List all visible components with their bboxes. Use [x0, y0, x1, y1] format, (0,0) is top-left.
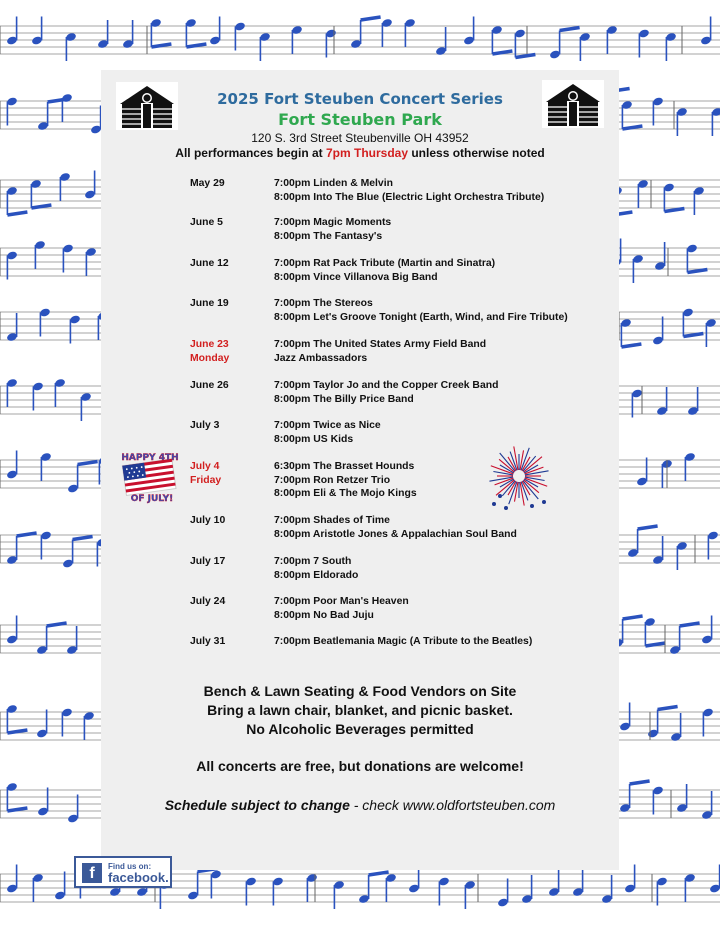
performer-list — [274, 635, 532, 649]
performer-list — [274, 514, 517, 541]
start-time-note — [101, 146, 619, 160]
date-label: June 12 — [190, 258, 229, 269]
fort-logo-right — [542, 80, 604, 128]
venue-name: Fort Steuben Park — [278, 110, 442, 129]
performer-line: 8:00pm The Fantasy's — [274, 230, 383, 242]
fourth-of-july-badge — [112, 448, 188, 504]
fireworks-graphic — [486, 446, 552, 512]
series-title: 2025 Fort Steuben Concert Series — [217, 90, 503, 108]
performer-line: 8:00pm No Bad Juju — [274, 609, 374, 621]
concert-date — [190, 555, 270, 569]
date-label: July 4 — [190, 461, 220, 472]
performer-list — [274, 460, 417, 501]
performer-list — [274, 595, 409, 622]
facebook-icon: f — [82, 863, 102, 883]
facebook-link[interactable] — [74, 856, 172, 888]
date-label: June 23 — [190, 339, 229, 350]
performer-line: Jazz Ambassadors — [274, 352, 368, 364]
performer-line: 7:00pm Beatlemania Magic (A Tribute to the Beatles) — [274, 636, 533, 647]
weekday-label: Friday — [190, 474, 222, 486]
date-label: July 24 — [190, 596, 226, 607]
svg-text:HAPPY 4TH: HAPPY 4TH — [121, 453, 179, 463]
svg-text:OF JULY!: OF JULY! — [130, 494, 174, 504]
concert-date — [190, 177, 270, 191]
performer-list — [274, 419, 381, 446]
performer-line: 7:00pm The Stereos — [274, 298, 373, 309]
venue-address: 120 S. 3rd Street Steubenville OH 43952 — [251, 131, 469, 145]
schedule-change-note — [101, 797, 619, 813]
performer-line: 8:00pm Eli & The Mojo Kings — [274, 488, 417, 499]
concert-date — [190, 338, 270, 365]
concert-date — [190, 379, 270, 393]
concert-date — [190, 216, 270, 230]
performer-line: 8:00pm Eldorado — [274, 569, 359, 581]
note-time: 7pm Thursday — [325, 146, 409, 160]
note-suffix: unless otherwise noted — [408, 146, 545, 160]
performer-list — [274, 555, 358, 582]
performer-list — [274, 379, 498, 406]
performer-line: 7:00pm Poor Man's Heaven — [274, 596, 409, 607]
concert-date — [190, 635, 270, 649]
performer-line: 7:00pm Twice as Nice — [274, 420, 381, 431]
date-label: June 19 — [190, 298, 229, 309]
free-notice: All concerts are free, but donations are welcome! — [196, 758, 524, 774]
performer-line: 6:30pm The Brasset Hounds — [274, 461, 415, 472]
performer-line: 8:00pm Aristotle Jones & Appalachian Soul Band — [274, 528, 517, 540]
date-label: July 17 — [190, 556, 226, 567]
concert-date — [190, 297, 270, 311]
seating-info — [101, 682, 619, 739]
concert-date — [190, 419, 270, 433]
performer-line: 7:00pm Shades of Time — [274, 515, 390, 526]
date-label: June 5 — [190, 217, 223, 228]
date-label: July 31 — [190, 636, 226, 647]
performer-line: 8:00pm Let's Groove Tonight (Earth, Wind, and Fire Tribute) — [274, 311, 568, 323]
performer-line: 7:00pm 7 South — [274, 556, 352, 567]
concert-date — [190, 257, 270, 271]
date-label: May 29 — [190, 178, 225, 189]
seating-line-1: Bench & Lawn Seating & Food Vendors on Site — [203, 683, 517, 699]
performer-line: 8:00pm The Billy Price Band — [274, 393, 414, 405]
concert-date — [190, 595, 270, 609]
concert-date — [190, 460, 270, 487]
performer-line: 7:00pm The United States Army Field Band — [274, 339, 487, 350]
concert-date — [190, 514, 270, 528]
performer-line: 7:00pm Rat Pack Tribute (Martin and Sinatra) — [274, 258, 496, 269]
performer-line: 7:00pm Taylor Jo and the Copper Creek Band — [274, 380, 499, 391]
performer-list — [274, 338, 486, 365]
performer-list — [274, 177, 544, 204]
fort-logo-left — [116, 82, 178, 130]
note-prefix: All performances begin at — [175, 146, 326, 160]
performer-line: 8:00pm US Kids — [274, 433, 354, 445]
date-label: June 26 — [190, 380, 229, 391]
facebook-find-us: Find us on: — [108, 862, 152, 871]
facebook-wordmark: facebook. — [108, 870, 169, 885]
seating-line-3: No Alcoholic Beverages permitted — [246, 721, 474, 737]
date-label: July 3 — [190, 420, 220, 431]
performer-line: 7:00pm Ron Retzer Trio — [274, 474, 391, 486]
performer-list — [274, 257, 495, 284]
performer-list — [274, 216, 391, 243]
performer-line: 7:00pm Linden & Melvin — [274, 178, 393, 189]
performer-list — [274, 297, 568, 324]
performer-line: 8:00pm Vince Villanova Big Band — [274, 271, 438, 283]
performer-line: 8:00pm Into The Blue (Electric Light Orchestra Tribute) — [274, 191, 545, 203]
change-bold: Schedule subject to change — [164, 797, 350, 813]
date-label: July 10 — [190, 515, 226, 526]
change-link-text: - check www.oldfortsteuben.com — [349, 797, 556, 813]
seating-line-2: Bring a lawn chair, blanket, and picnic basket. — [207, 702, 513, 718]
weekday-label: Monday — [190, 352, 230, 364]
performer-line: 7:00pm Magic Moments — [274, 217, 392, 228]
